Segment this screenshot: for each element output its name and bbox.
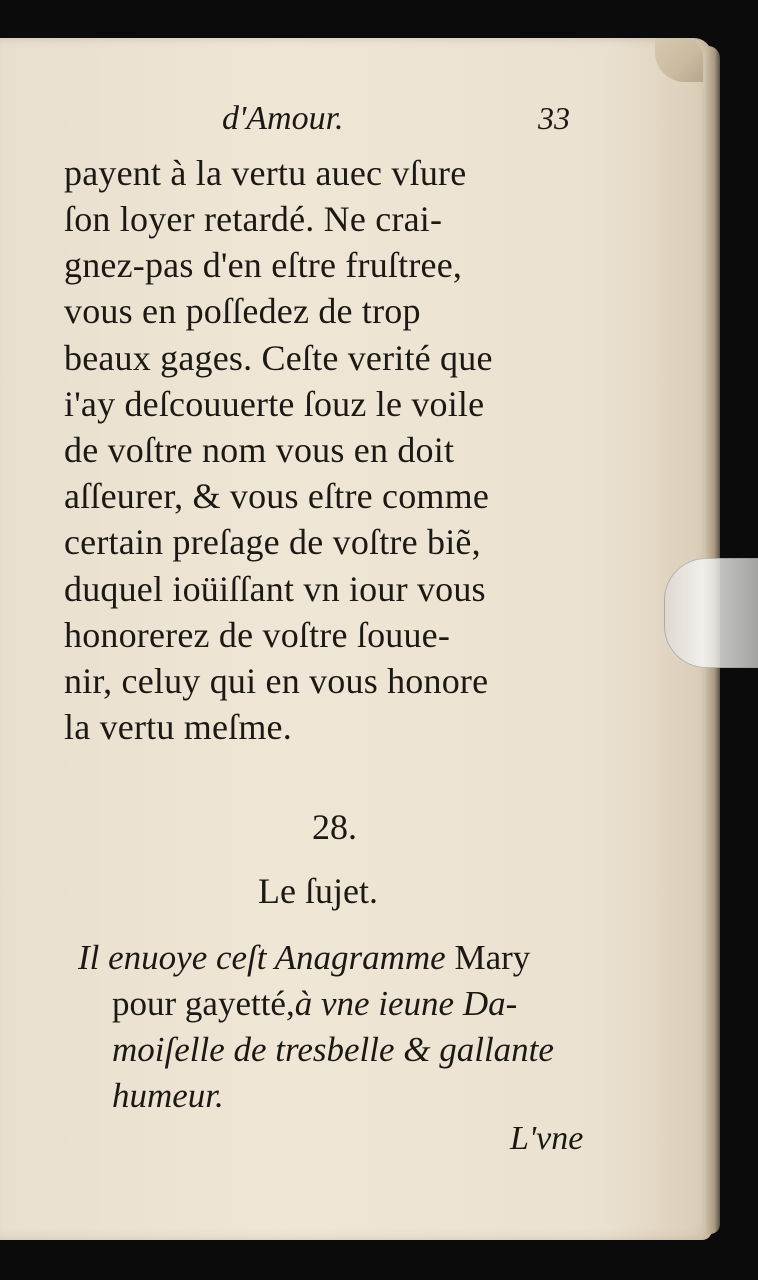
argument-italic: à vne ieune Da- xyxy=(294,984,518,1023)
running-title: d'Amour. xyxy=(222,100,344,137)
body-line: i'ay deſcouuerte ſouz le voile xyxy=(64,384,485,424)
argument-line xyxy=(78,938,530,978)
argument-italic: Il enuoye ceſt Anagramme xyxy=(78,938,446,977)
argument-line xyxy=(112,1076,224,1116)
section-heading: Le ſujet. xyxy=(258,871,378,911)
body-line: ſon loyer retardé. Ne crai- xyxy=(64,199,443,239)
body-line: duquel ioüiſſant vn iour vous xyxy=(64,569,486,609)
argument-line xyxy=(112,1030,554,1070)
page-clip xyxy=(664,558,758,668)
argument-roman: Mary xyxy=(445,938,531,977)
argument-italic: moiſelle de tresbelle & gallante xyxy=(112,1030,554,1069)
body-line: beaux gages. Ceſte verité que xyxy=(64,338,493,378)
section-number: 28. xyxy=(312,807,357,847)
catchword: L'vne xyxy=(510,1120,584,1157)
page-number: 33 xyxy=(538,100,570,136)
argument-roman: pour gayetté, xyxy=(112,984,295,1023)
body-line: la vertu meſme. xyxy=(64,707,292,747)
body-line: de voſtre nom vous en doit xyxy=(64,430,455,470)
argument-line xyxy=(112,984,517,1024)
body-line: payent à la vertu auec vſure xyxy=(64,153,467,193)
body-line: nir, celuy qui en vous honore xyxy=(64,661,489,701)
body-line: gnez-pas d'en eſtre fruſtree, xyxy=(64,245,463,285)
argument-italic: humeur. xyxy=(112,1076,224,1115)
body-line: certain preſage de voſtre biẽ, xyxy=(64,522,481,562)
body-line: honorerez de voſtre ſouue- xyxy=(64,615,451,655)
body-line: vous en poſſedez de trop xyxy=(64,291,421,331)
body-line: aſſeurer, & vous eſtre comme xyxy=(64,476,489,516)
